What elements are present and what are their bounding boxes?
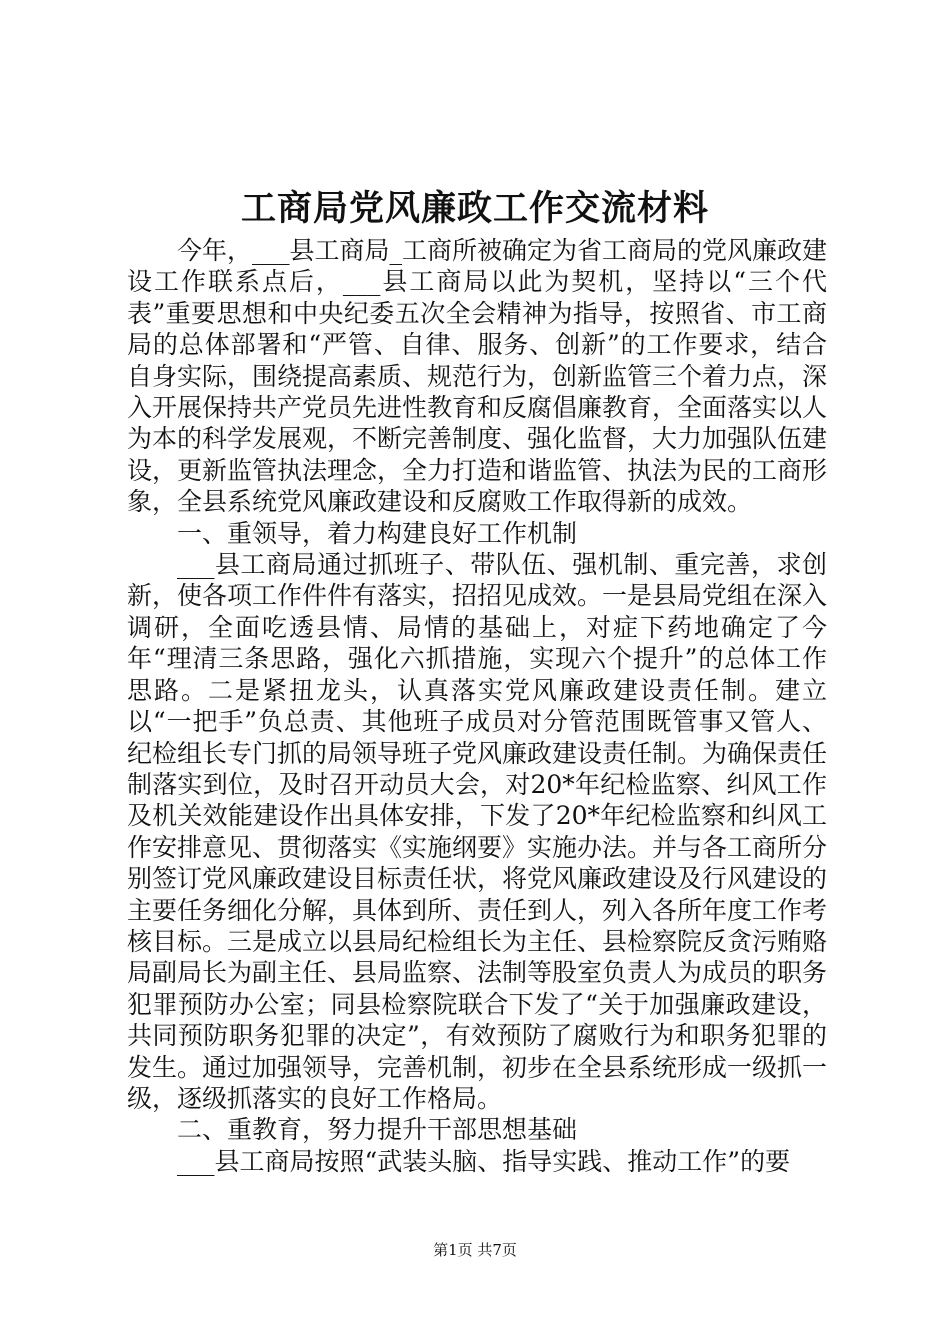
section-heading-2: 二、重教育，努力提升干部思想基础 <box>177 1115 578 1145</box>
paragraph-intro: 今年，___县工商局_工商所被确定为省工商局的党风廉政建设工作联系点后，___县工商局以此为契机，坚持以“三个代表”重要思想和中央纪委五次全会精神为指导，按照省、市工商局的总体部署和“严管、自律、服务、创新”的工作要求，结合自身实际，围绕提高素质、规范行为，创新监管三个着力点，深入开展保持共产党员先进性教育和反腐倡廉教育，全面落实以人为本的科学发展观，不断完善制度、强化监督，大力加强队伍建设，更新监管执法理念，全力打造和谐监管、执法为民的工商形象，全县系统党风廉政建设和反腐败工作取得新的成效。 <box>127 236 828 517</box>
document-title: 工商局党风廉政工作交流材料 <box>240 188 709 229</box>
section-heading-1: 一、重领导，着力构建良好工作机制 <box>177 518 578 548</box>
document-body <box>127 235 827 1177</box>
page-footer: 第1页 共7页 <box>433 1241 517 1259</box>
paragraph-section-1: ___县工商局通过抓班子、带队伍、强机制、重完善，求创新，使各项工作件件有落实，招招见成效。一是县局党组在深入调研，全面吃透县情、局情的基础上，对症下药地确定了今年“理清三条思路，强化六抓措施，实现六个提升”的总体工作思路。二是紧扭龙头，认真落实党风廉政建设责任制。建立以“一把手”负总责、其他班子成员对分管范围既管事又管人、纪检组长专门抓的局领导班子党风廉政建设责任制。为确保责任制落实到位，及时召开动员大会，对20*年纪检监察、纠风工作及机关效能建设作出具体安排，下发了20*年纪检监察和纠风工作安排意见、贯彻落实《实施纲要》实施办法。并与各工商所分别签订党风廉政建设目标责任状，将党风廉政建设及行风建设的主要任务细化分解，具体到所、责任到人，列入各所年度工作考核目标。三是成立以县局纪检组长为主任、县检察院反贪污贿赂局副局长为副主任、县局监察、法制等股室负责人为成员的职务犯罪预防办公室；同县检察院联合下发了“关于加强廉政建设，共同预防职务犯罪的决定”，有效预防了腐败行为和职务犯罪的发生。通过加强领导，完善机制，初步在全县系统形成一级抓一级，逐级抓落实的良好工作格局。 <box>127 550 828 1113</box>
paragraph-section-2: ___县工商局按照“武装头脑、指导实践、推动工作”的要 <box>177 1146 791 1176</box>
